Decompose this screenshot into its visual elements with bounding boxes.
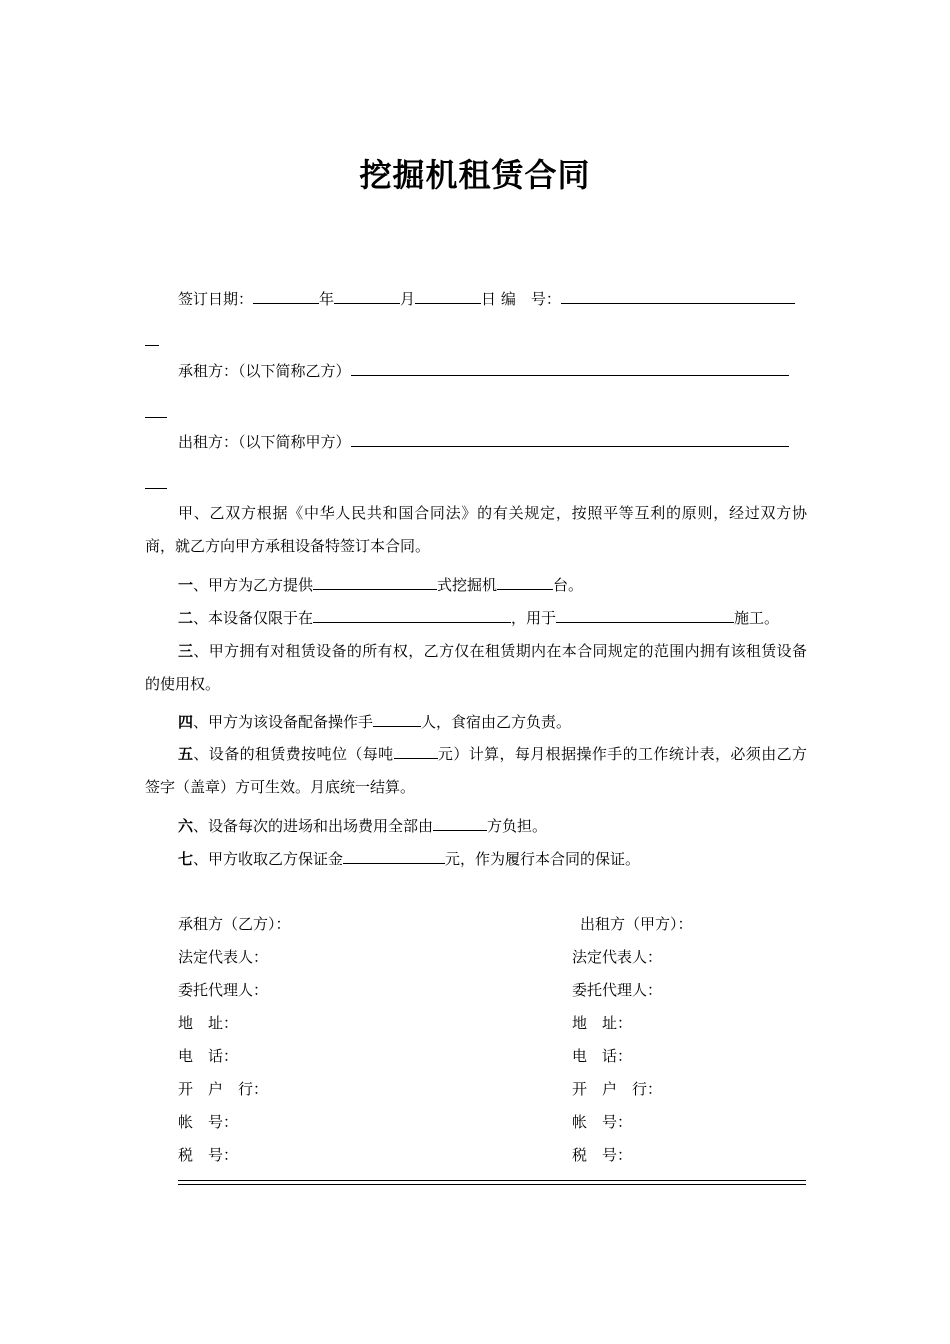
- lessee-address: 地 址：: [178, 1014, 239, 1032]
- clause-1-text-b: 式挖掘机: [437, 576, 498, 594]
- lessee-account: 帐 号：: [178, 1113, 239, 1131]
- quantity-blank[interactable]: [497, 574, 553, 590]
- clause-7-text-a: 、甲方收取乙方保证金: [193, 850, 344, 868]
- month-label: 月: [400, 290, 416, 308]
- lessee-line: [178, 360, 789, 381]
- clause-6-num: 六: [178, 817, 194, 835]
- lessee-agent: 委托代理人：: [178, 981, 269, 999]
- clause-6-text-a: 、设备每次的进场和出场费用全部由: [193, 817, 434, 835]
- clause-7-num: 七: [178, 850, 194, 868]
- lessor-phone: 电 话：: [572, 1047, 633, 1065]
- clause-2-text-b: ，用于: [511, 609, 557, 627]
- clause-3-num: 三: [178, 642, 194, 660]
- lessor-line: [178, 431, 789, 452]
- lessor-line-tail: [145, 487, 167, 489]
- year-label: 年: [319, 290, 335, 308]
- lessee-line-tail: [145, 416, 167, 418]
- clause-1: [178, 574, 583, 595]
- location-blank[interactable]: [313, 607, 511, 623]
- lessee-tax-id: 税 号：: [178, 1146, 239, 1164]
- day-blank[interactable]: [415, 288, 481, 304]
- lessor-bank: 开 户 行：: [572, 1080, 663, 1098]
- lessor-label: 出租方：（以下简称甲方）: [178, 433, 351, 451]
- lessee-phone: 电 话：: [178, 1047, 239, 1065]
- clause-5: [145, 738, 807, 804]
- lessor-account: 帐 号：: [572, 1113, 633, 1131]
- lessor-signature-title: 出租方（甲方）：: [580, 915, 693, 933]
- number-label: 编 号：: [500, 290, 561, 308]
- date-line-tail: [145, 344, 159, 346]
- lessee-blank[interactable]: [351, 360, 789, 376]
- year-blank[interactable]: [253, 288, 319, 304]
- lessor-agent: 委托代理人：: [572, 981, 663, 999]
- clause-1-text-a: 、甲方为乙方提供: [193, 576, 314, 594]
- lessee-signature-title: 承租方（乙方）：: [178, 915, 291, 933]
- clause-3: [145, 635, 807, 701]
- clause-6: [178, 815, 547, 836]
- operator-count-blank[interactable]: [373, 711, 421, 727]
- clause-1-num: 一: [178, 576, 194, 594]
- sign-date-label: 签订日期：: [178, 290, 254, 308]
- clause-2: [178, 607, 779, 628]
- clause-2-text-c: 施工。: [734, 609, 780, 627]
- day-label: 日: [481, 290, 497, 308]
- project-blank[interactable]: [556, 607, 734, 623]
- clause-4-num: 四: [178, 713, 194, 731]
- lessee-signature-block: [178, 908, 291, 1172]
- intro-paragraph: 甲、乙双方根据《中华人民共和国合同法》的有关规定，按照平等互利的原则，经过双方协商，就乙方向甲方承租设备特签订本合同。: [145, 504, 807, 555]
- party-blank[interactable]: [433, 815, 487, 831]
- lessee-legal-rep: 法定代表人：: [178, 948, 269, 966]
- number-blank[interactable]: [561, 288, 795, 304]
- clause-4-text-b: 人，食宿由乙方负责。: [421, 713, 572, 731]
- lessor-signature-block: [572, 908, 693, 1172]
- date-line: [178, 288, 795, 309]
- lessee-bank: 开 户 行：: [178, 1080, 269, 1098]
- clause-2-text-a: 、本设备仅限于在: [193, 609, 314, 627]
- model-blank[interactable]: [313, 574, 437, 590]
- deposit-blank[interactable]: [343, 848, 445, 864]
- month-blank[interactable]: [334, 288, 400, 304]
- clause-5-num: 五: [178, 745, 194, 763]
- lessor-tax-id: 税 号：: [572, 1146, 633, 1164]
- lessor-address: 地 址：: [572, 1014, 633, 1032]
- clause-5-text-a: 、设备的租赁费按吨位（每吨: [193, 745, 394, 763]
- rate-blank[interactable]: [394, 743, 438, 759]
- clause-7: [178, 848, 640, 869]
- lessor-blank[interactable]: [351, 431, 789, 447]
- clause-7-text-b: 元，作为履行本合同的保证。: [445, 850, 641, 868]
- clause-6-text-b: 方负担。: [487, 817, 548, 835]
- lessor-legal-rep: 法定代表人：: [572, 948, 663, 966]
- clause-2-num: 二: [178, 609, 194, 627]
- clause-1-text-c: 台。: [553, 576, 584, 594]
- clause-3-text: 、甲方拥有对租赁设备的所有权，乙方仅在租赁期内在本合同规定的范围内拥有该租赁设备的使用权。: [145, 642, 807, 693]
- clause-4: [178, 711, 571, 732]
- lessee-label: 承租方：（以下简称乙方）: [178, 362, 351, 380]
- clause-4-text-a: 、甲方为该设备配备操作手: [193, 713, 374, 731]
- double-rule-separator: [178, 1180, 806, 1185]
- document-title: 挖掘机租赁合同: [359, 156, 591, 194]
- clause-5-text-b: 元）计算，每月根据操作手的工作统计表，必须由乙方签字（盖章）方可生效。月底统一结算。: [145, 745, 807, 796]
